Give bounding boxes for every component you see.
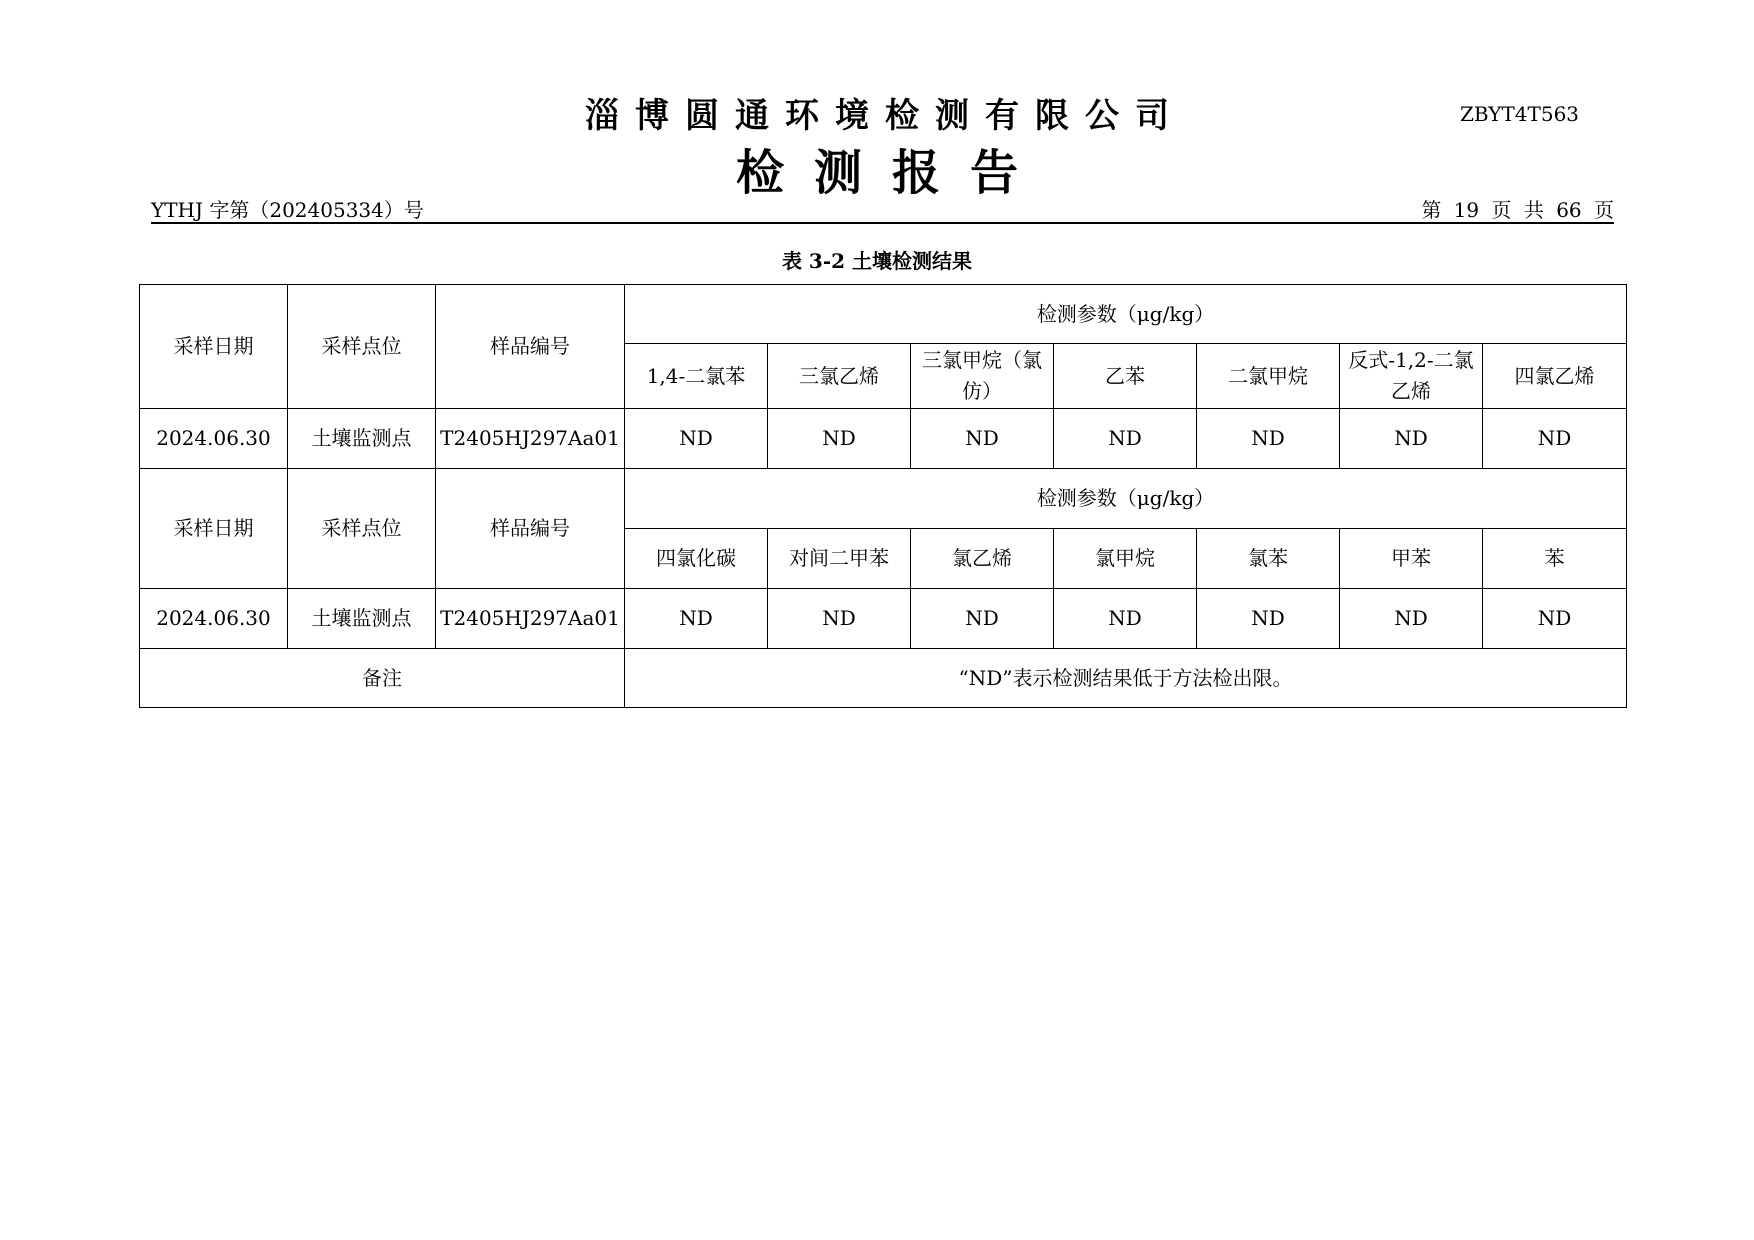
param-cell: 乙苯 xyxy=(1054,344,1197,409)
cell-value: ND xyxy=(625,409,768,469)
table-header-row xyxy=(140,285,1627,344)
report-title: 检测报告 xyxy=(735,145,1048,201)
table-caption: 表 3-2 土壤检测结果 xyxy=(781,249,973,273)
cell-site: 土壤监测点 xyxy=(288,589,436,649)
cell-value: ND xyxy=(625,589,768,649)
param-cell: 氯乙烯 xyxy=(911,529,1054,589)
param-cell: 四氯乙烯 xyxy=(1483,344,1627,409)
cell-value: ND xyxy=(911,409,1054,469)
param-cell: 二氯甲烷 xyxy=(1197,344,1340,409)
header-sample-id: 样品编号 xyxy=(436,469,625,589)
table-row xyxy=(140,589,1627,649)
page-number: 第 19 页 共 66 页 xyxy=(1421,198,1614,222)
cell-date: 2024.06.30 xyxy=(140,409,288,469)
remark-label: 备注 xyxy=(140,649,625,708)
cell-value: ND xyxy=(768,409,911,469)
cell-sample-id: T2405HJ297Aa01 xyxy=(436,589,625,649)
cell-date: 2024.06.30 xyxy=(140,589,288,649)
cell-site: 土壤监测点 xyxy=(288,409,436,469)
cell-sample-id: T2405HJ297Aa01 xyxy=(436,409,625,469)
cell-value: ND xyxy=(1054,589,1197,649)
header-parameters: 检测参数（μg/kg） xyxy=(625,469,1627,529)
header-sampling-site: 采样点位 xyxy=(288,285,436,409)
remark-text: “ND”表示检测结果低于方法检出限。 xyxy=(625,649,1627,708)
header-sampling-date: 采样日期 xyxy=(140,469,288,589)
document-code: ZBYT4T563 xyxy=(1460,102,1580,126)
param-cell: 对间二甲苯 xyxy=(768,529,911,589)
header-sampling-site: 采样点位 xyxy=(288,469,436,589)
param-cell: 甲苯 xyxy=(1340,529,1483,589)
cell-value: ND xyxy=(1340,589,1483,649)
param-cell: 三氯甲烷（氯仿） xyxy=(911,344,1054,409)
header-sampling-date: 采样日期 xyxy=(140,285,288,409)
results-table xyxy=(139,284,1627,708)
cell-value: ND xyxy=(768,589,911,649)
param-cell: 反式-1,2-二氯乙烯 xyxy=(1340,344,1483,409)
param-cell: 氯苯 xyxy=(1197,529,1340,589)
cell-value: ND xyxy=(911,589,1054,649)
param-cell: 苯 xyxy=(1483,529,1627,589)
cell-value: ND xyxy=(1197,409,1340,469)
param-cell: 三氯乙烯 xyxy=(768,344,911,409)
param-cell: 氯甲烷 xyxy=(1054,529,1197,589)
cell-value: ND xyxy=(1483,589,1627,649)
cell-value: ND xyxy=(1054,409,1197,469)
remark-row xyxy=(140,649,1627,708)
cell-value: ND xyxy=(1340,409,1483,469)
cell-value: ND xyxy=(1483,409,1627,469)
cell-value: ND xyxy=(1197,589,1340,649)
param-cell: 四氯化碳 xyxy=(625,529,768,589)
company-name: 淄博圆通环境检测有限公司 xyxy=(585,96,1185,136)
param-cell: 1,4-二氯苯 xyxy=(625,344,768,409)
report-number: YTHJ 字第（202405334）号 xyxy=(151,198,424,222)
table-header-row xyxy=(140,469,1627,529)
header-rule xyxy=(151,222,1614,224)
header-sample-id: 样品编号 xyxy=(436,285,625,409)
header-parameters: 检测参数（μg/kg） xyxy=(625,285,1627,344)
table-row xyxy=(140,409,1627,469)
